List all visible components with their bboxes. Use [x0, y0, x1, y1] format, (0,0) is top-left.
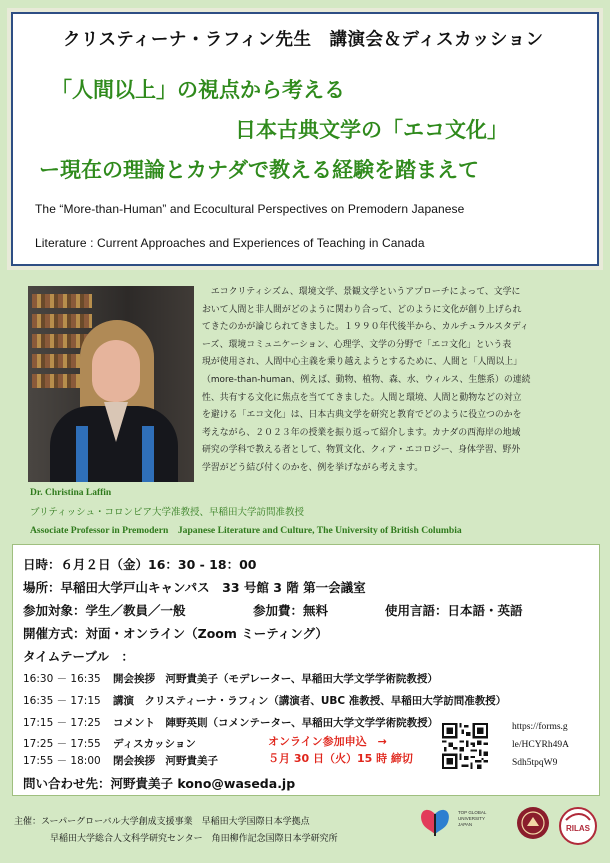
url-line: https://forms.g — [512, 722, 568, 732]
timetable-row — [23, 715, 438, 730]
timetable-time: 16:30 － 16:35 — [23, 673, 101, 685]
contact-info: 問い合わせ先：河野貴美子 kono@waseda.jp — [23, 776, 296, 791]
timetable-item: 開会挨拶 河野貴美子（モデレーター、早稲田大学文学学術院教授） — [113, 673, 438, 685]
intro-line: （more-than-human、例えば、動物、植物、森、水、ウィルス、生態系）の連続 — [202, 374, 531, 385]
intro-line: 性、共有する文化に焦点を当ててきました。人間と環境、人間と動物などの対立 — [202, 392, 522, 403]
event-heading: クリスティーナ・ラフィン先生 講演会＆ディスカッション — [63, 30, 544, 50]
registration-url[interactable] — [512, 718, 598, 772]
url-line: le/HCYRh49A — [512, 740, 569, 750]
timetable-item: コメント 陣野英則（コメンテーター、早稲田大学文学学術院教授） — [113, 717, 439, 729]
organizer-line-2: 早稲田大学総合人文科学研究センター 角田柳作記念国際日本学研究所 — [50, 834, 338, 844]
timetable-row — [23, 736, 196, 751]
intro-line: 考えながら、２０２３年の授業を振り返って紹介します。カナダの西海岸の地域 — [202, 427, 521, 438]
butterfly-logo-icon — [418, 806, 452, 840]
intro-line: 研究の学科で教える者として、物質文化、クィア・エコロジー、身体学習、野外 — [202, 445, 521, 456]
event-venue: 場所：早稲田大学戸山キャンパス 33 号館 3 階 第一会議室 — [23, 580, 366, 595]
intro-line: おいて人間と非人間がどのように関わり合って、どのように文化が創り上げられ — [202, 304, 522, 315]
tgu-logo-text: TOP GLOBAL — [458, 810, 487, 815]
url-line: Sdh5tpqW9 — [512, 758, 558, 768]
timetable-time: 17:25 － 17:55 — [23, 738, 101, 750]
timetable-row — [23, 671, 438, 686]
event-format: 開催方式：対面・オンライン（Zoom ミーティング） — [23, 626, 328, 641]
event-fee: 参加費：無料 — [253, 603, 329, 618]
timetable-item: 閉会挨拶 河野貴美子 — [113, 755, 218, 767]
timetable-time: 17:15 － 17:25 — [23, 717, 101, 729]
timetable-item: ディスカッション — [113, 738, 196, 750]
intro-line: エコクリティシズム、環境文学、景観文学というアプローチによって、文学に — [202, 287, 521, 297]
organizer-line-1: 主催：スーパーグローバル大学創成支援事業 早稲田大学国際日本学拠点 — [14, 817, 310, 827]
title-en-line-1: The “More-than-Human” and Ecocultural Perspectives on Premodern Japanese — [35, 202, 465, 216]
event-language: 使用言語：日本語・英語 — [385, 603, 523, 618]
tgu-logo-text: UNIVERSITY — [458, 816, 486, 821]
rilas-logo-icon — [558, 806, 598, 846]
intro-line: 学習がどう結び付くのかを、例を挙げながら考えます。 — [202, 462, 424, 473]
timetable-heading: タイムテーブル ： — [23, 649, 134, 664]
speaker-photo — [28, 286, 194, 482]
intro-line: を避ける「エコ文化」は、日本古典文学を研究と教育でどのように役立つのかを — [202, 410, 522, 421]
title-en-line-2: Literature : Current Approaches and Experiences of Teaching in Canada — [35, 236, 425, 250]
speaker-affiliation-ja: ブリティッシュ・コロンビア大学准教授、早稲田大学訪問准教授 — [30, 507, 304, 518]
qr-code-icon[interactable] — [442, 723, 488, 769]
title-line-1: 「人間以上」の視点から考える — [51, 78, 345, 102]
speaker-name: Dr. Christina Laffin — [30, 488, 112, 498]
intro-line: 現が使用され、人間中心主義を乗り越えようとするために、人間と「人間以上」 — [202, 357, 523, 368]
intro-line: てきたのかが論じられてきました。１９９０年代後半から、カルチュラルスタディ — [202, 322, 529, 333]
intro-paragraph — [202, 284, 580, 478]
registration-deadline: ５月 30 日（火）15 時 締切 — [268, 752, 413, 765]
timetable-row — [23, 753, 218, 768]
online-registration-label: オンライン参加申込 → — [268, 735, 387, 748]
intro-line: ーズ、環境コミュニケーション、心理学、文学の分野で「エコ文化」という表 — [202, 339, 512, 350]
event-audience: 参加対象：学生／教員／一般 — [23, 603, 186, 618]
timetable-row — [23, 693, 506, 708]
tgu-logo-text: JAPAN — [458, 822, 473, 827]
timetable-time: 17:55 － 18:00 — [23, 755, 101, 767]
title-line-3: ー現在の理論とカナダで教える経験を踏まえて — [39, 158, 479, 182]
timetable-time: 16:35 － 17:15 — [23, 695, 101, 707]
title-line-2: 日本古典文学の「エコ文化」 — [235, 118, 508, 142]
top-global-university-logo — [458, 810, 502, 828]
title-box — [11, 12, 599, 266]
timetable-item: 講演 クリスティーナ・ラフィン（講演者、UBC 准教授、早稲田大学訪問准教授） — [113, 695, 507, 707]
speaker-affiliation-en: Associate Professor in Premodern Japanese Literature and Culture, The University of British Columbia — [30, 525, 462, 536]
event-datetime: 日時：６月２日（金）16：30 - 18：00 — [23, 557, 257, 572]
rilas-logo-text: RILAS — [566, 824, 590, 833]
waseda-seal-icon — [516, 806, 550, 840]
